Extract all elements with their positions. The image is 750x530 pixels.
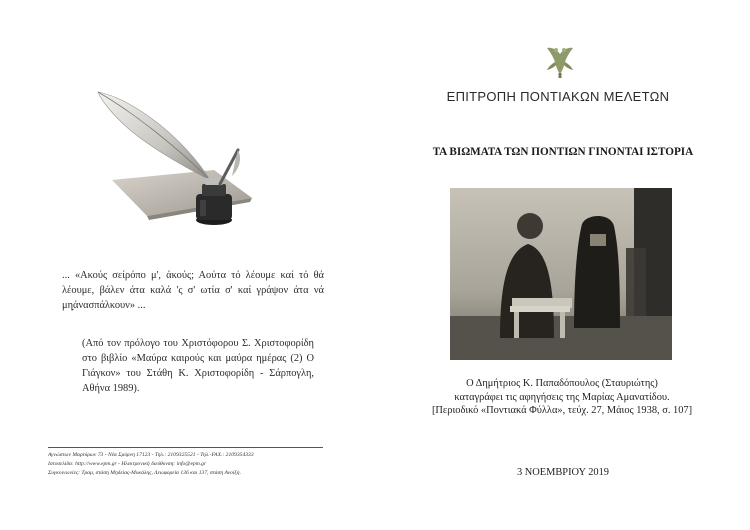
footer-address: Αγνώστων Μαρτύρων 73 - Νέα Σμύρνη 17123 - Τηλ.: 2109325521 - Τηλ.-FAX.: 2109354333 (48, 452, 254, 458)
page-headline: ΤΑ ΒΙΩΜΑΤΑ ΤΩΝ ΠΟΝΤΙΩΝ ΓΙΝΟΝΤΑΙ ΙΣΤΟΡΙΑ (432, 146, 694, 158)
event-date: 3 ΝΟΕΜΒΡΙΟΥ 2019 (516, 467, 610, 478)
caption-line: καταγράφει τις αφηγήσεις της Μαρίας Αμανατίδου. (454, 391, 670, 403)
double-headed-eagle-icon (545, 44, 575, 80)
contact-footer (48, 451, 338, 478)
caption-source: [Περιοδικό «Ποντιακά Φύλλα», τεύχ. 27, Μάιος 1938, σ. 107] (431, 405, 693, 416)
right-page (375, 0, 750, 530)
footer-web: Ιστοσελίδα: http://www.epm.gr - Ηλεκτρονική διεύθυνση: info@epm.gr (48, 461, 207, 467)
organization-name: ΕΠΙΤΡΟΠΗ ΠΟΝΤΙΑΚΩΝ ΜΕΛΕΤΩΝ (446, 89, 670, 104)
footer-divider (48, 447, 323, 448)
quill-inkwell-illustration (92, 88, 262, 238)
quote-text: ... «Ακούς σείρόπο μ', άκούς; Αούτα τό λέουμε καί τό θά λέουμε, βάλεν άτα καλά 'ς σ' ωτία σ' καί γράψον άτα νά μη̣άνασπάλκουν» ... (62, 270, 324, 311)
photo-caption (403, 377, 721, 418)
caption-line: Ο Δημήτριος Κ. Παπαδόπουλος (Σταυριώτης) (466, 378, 658, 389)
sepia-photograph (450, 188, 672, 360)
citation-text: (Από τον πρόλογο του Χριστόφορου Σ. Χριστοφορίδη στο βιβλίο «Μαύρα καιρούς και μαύρα ημέρας (2) Ο Γιάγκον» του Στάθη Κ. Χριστοφορίδη - Σάρπογλη, Αθήνα 1989). (82, 338, 314, 394)
footer-transport: Συγκοινωνίες: Τραμ, στάση Μηδείας-Μυκάλης, Λεωφορεία 136 και 137, στάση Ανοίξη. (48, 470, 241, 476)
